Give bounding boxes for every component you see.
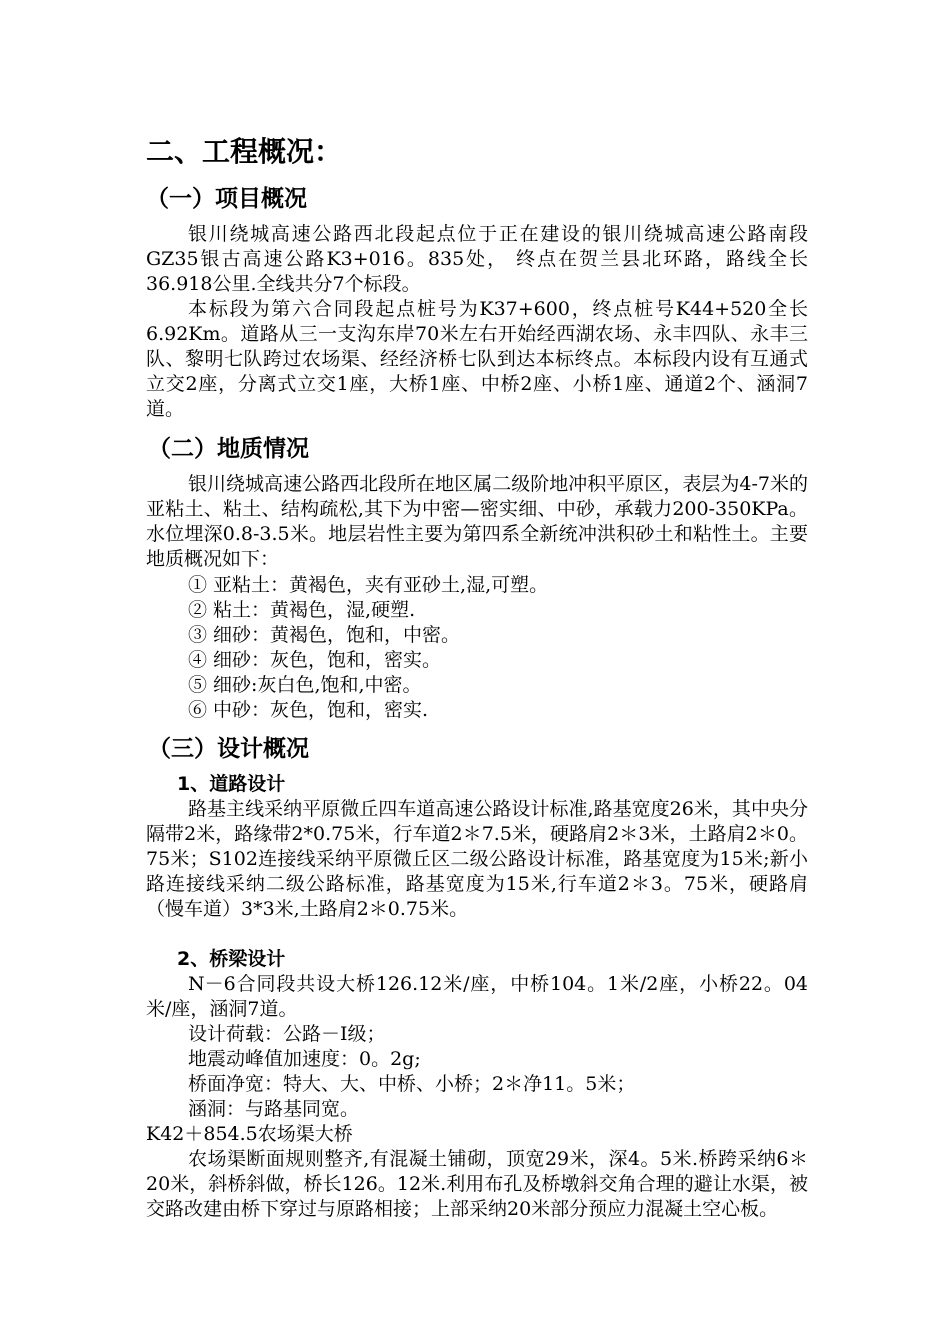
subheading-bridge-design: 2、桥梁设计 (177, 948, 286, 970)
section-heading-geology: （二）地质情况 (148, 436, 309, 462)
road-design-paragraph: 路基主线采纳平原微丘四车道高速公路设计标准,路基宽度26米，其中央分隔带2米，路缘带2*0.75米，行车道2＊7.5米，硬路肩2＊3米，土路肩2＊0。75米；S102连接线采纳平原微丘区二级公路设计标准，路基宽度为15米;新小路连接线采纳二级公路标准，路基宽度为15米,行车道2＊3。75米，硬路肩（慢车道）3*3米,土路肩2＊0.75米。 (146, 798, 808, 920)
page-title: 二、工程概况： (146, 135, 343, 168)
project-paragraph-1: 银川绕城高速公路西北段起点位于正在建设的银川绕城高速公路南段GZ35银古高速公路K3+016。835处， 终点在贺兰县北环路，路线全长36.918公里.全线共分7个标段。 (146, 223, 808, 295)
bridge-design-paragraph: N－6合同段共设大桥126.12米/座，中桥104。1米/2座，小桥22。04米/座，涵洞7道。 (146, 973, 808, 1020)
bridge-spec-line: 设计荷载：公路－Ⅰ级； (188, 1023, 386, 1045)
bridge-description: 农场渠断面规则整齐,有混凝土铺砌，顶宽29米，深4。5米.桥跨采纳6＊20米，斜桥斜做，桥长126。12米.利用布孔及桥墩斜交角合理的避让水渠，被交路改建由桥下穿过与原路相接；上部采纳20米部分预应力混凝土空心板。 (146, 1148, 808, 1220)
bridge-name: K42＋854.5农场渠大桥 (146, 1123, 353, 1145)
section-heading-project: （一）项目概况 (146, 186, 307, 212)
subheading-road-design: 1、道路设计 (177, 773, 286, 795)
bridge-spec-line: 地震动峰值加速度：0。2g; (188, 1048, 421, 1070)
geology-item: ② 粘土：黄褐色，湿,硬塑. (188, 599, 416, 621)
geology-item: ① 亚粘土：黄褐色，夹有亚砂土,湿,可塑。 (188, 574, 549, 596)
geology-paragraph: 银川绕城高速公路西北段所在地区属二级阶地冲积平原区，表层为4-7米的亚粘土、粘土、结构疏松,其下为中密—密实细、中砂，承载力200-350KPa。水位埋深0.8-3.5米。地层岩性主要为第四系全新统冲洪积砂土和粘性土。主要地质概况如下： (146, 473, 808, 570)
geology-item: ④ 细砂：灰色，饱和，密实。 (188, 649, 442, 671)
section-heading-design: （三）设计概况 (148, 736, 309, 762)
bridge-spec-line: 涵洞：与路基同宽。 (188, 1098, 360, 1120)
geology-item: ③ 细砂：黄褐色，饱和，中密。 (188, 624, 461, 646)
project-paragraph-2: 本标段为第六合同段起点桩号为K37+600，终点桩号K44+520全长6.92Km。道路从三一支沟东岸70米左右开始经西湖农场、永丰四队、永丰三队、黎明七队跨过农场渠、经经济桥七队到达本标终点。本标段内设有互通式立交2座，分离式立交1座，大桥1座、中桥2座、小桥1座、通道2个、涵洞7道。 (146, 298, 808, 420)
geology-item: ⑤ 细砂:灰白色,饱和,中密。 (188, 674, 422, 696)
geology-item: ⑥ 中砂：灰色，饱和，密实. (188, 699, 429, 721)
bridge-spec-line: 桥面净宽：特大、大、中桥、小桥；2＊净11。5米； (188, 1073, 636, 1095)
